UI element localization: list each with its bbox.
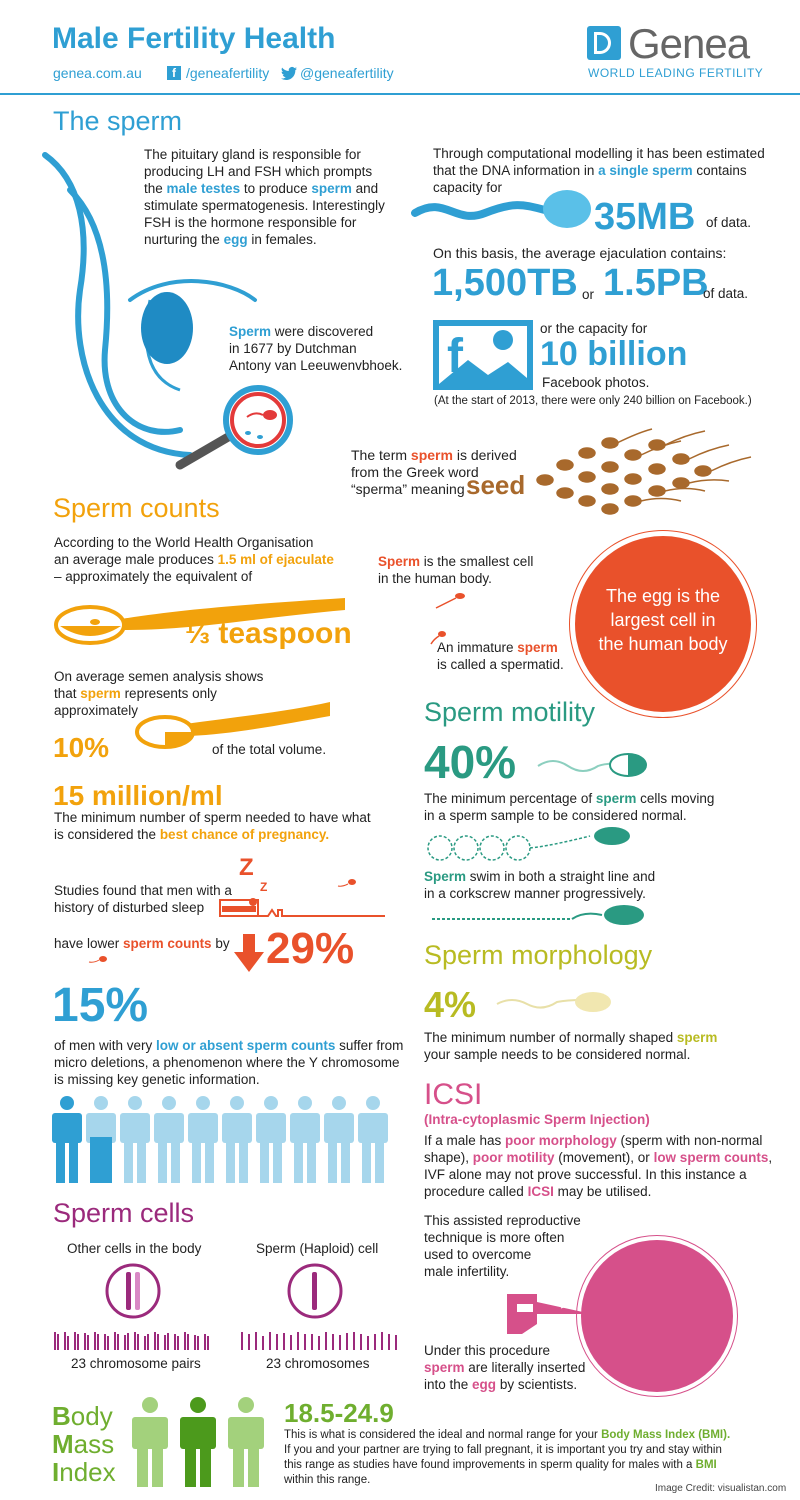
immature-text: An immature sperm is called a spermatid. bbox=[437, 640, 564, 672]
tiny-sperm-sleep-icon bbox=[88, 955, 108, 965]
bmi-range: 18.5-24.9 bbox=[284, 1398, 394, 1428]
haploid-cell-icon bbox=[286, 1262, 344, 1320]
other-cells-label: Other cells in the body bbox=[67, 1241, 202, 1256]
pituitary-text: The pituitary gland is responsible for producing LH and FSH which prompts the male testes to produce sperm and stimulate spermatogenesis. Interestingly FSH is the hormone responsible for nurturing the egg in females. bbox=[144, 147, 385, 247]
bmi-people-icon bbox=[132, 1397, 274, 1487]
sleep-value: 29% bbox=[266, 924, 355, 973]
sleep-z-small: Z bbox=[260, 880, 268, 894]
egg-circle-text: The egg is the largest cell in the human body bbox=[598, 586, 728, 654]
percent-suffix: of the total volume. bbox=[212, 742, 327, 757]
injection-needle-icon bbox=[497, 1284, 607, 1340]
seed-sperm-cluster bbox=[535, 425, 775, 515]
page-title: Male Fertility Health bbox=[52, 22, 336, 55]
million-value: 15 million/ml bbox=[53, 780, 223, 811]
micro-deletion-text: of men with very low or absent sperm counts suffer from micro deletions, a phenomenon where the Y chromosome is missing key genetic information. bbox=[54, 1038, 404, 1087]
image-credit: Image Credit: visualistan.com bbox=[655, 1483, 787, 1494]
morphology-sperm-icon bbox=[497, 990, 612, 1014]
bmi-text: This is what is considered the ideal and normal range for your Body Mass Index (BMI). If you and your partner are trying to fall pregnant, it is important you try and stay within this range as studies have found improvements in sperm quality for males with a BMI within this range. bbox=[284, 1429, 731, 1486]
discovered-text: Sperm were discovered in 1677 by Dutchman Antony van Leeuwenvbhoek. bbox=[229, 324, 403, 373]
ejaculation-pb-value: 1.5PB bbox=[603, 262, 709, 304]
seed-word: seed bbox=[466, 470, 526, 500]
brand-name: Genea bbox=[628, 20, 750, 67]
twitter-icon[interactable] bbox=[281, 67, 297, 80]
brand-tagline: WORLD LEADING FERTILITY bbox=[588, 66, 764, 80]
straight-sperm-icon bbox=[432, 903, 647, 929]
icsi-paragraph: If a male has poor morphology (sperm with non-normal shape), poor motility (movement), or low sperm counts, IVF alone may not prove successful. In this instance a procedure called ICSI may be utilised. bbox=[424, 1133, 773, 1199]
ejaculation-intro: On this basis, the average ejaculation contains: bbox=[433, 245, 727, 261]
sleep-text-1: Studies found that men with a history of disturbed sleep bbox=[54, 883, 232, 915]
sperm-large-icon bbox=[415, 185, 590, 235]
facebook-handle[interactable]: /geneafertility bbox=[186, 65, 270, 81]
motility-value: 40% bbox=[424, 736, 517, 788]
chromosomes-single-icon bbox=[240, 1330, 400, 1352]
ejaculation-tb-value: 1,500TB bbox=[432, 262, 578, 304]
ejaculation-or: or bbox=[582, 287, 595, 302]
facebook-photos-icon bbox=[433, 320, 533, 390]
chromosome-pairs-label: 23 chromosome pairs bbox=[71, 1356, 201, 1371]
who-text: According to the World Health Organisation an average male produces 1.5 ml of ejaculate – approximately the equivalent of bbox=[54, 535, 334, 584]
header bbox=[0, 0, 800, 94]
micro-deletion-value: 15% bbox=[52, 979, 149, 1032]
section-heading-sperm-motility: Sperm motility bbox=[424, 697, 596, 727]
chromosomes-single-label: 23 chromosomes bbox=[266, 1356, 370, 1371]
section-heading-sperm-counts: Sperm counts bbox=[53, 493, 220, 523]
bmi-title: Body Mass Index bbox=[52, 1401, 116, 1487]
chromosome-pairs-icon bbox=[53, 1330, 213, 1352]
percent-value: 10% bbox=[53, 732, 110, 763]
down-arrow-icon bbox=[234, 934, 264, 972]
section-heading-icsi: ICSI bbox=[424, 1078, 483, 1111]
analysis-text: On average semen analysis shows that sperm represents only approximately bbox=[54, 669, 264, 718]
website-link[interactable]: genea.com.au bbox=[53, 65, 142, 81]
icsi-assisted-text: This assisted reproductive technique is more often used to overcome male infertility. bbox=[424, 1213, 581, 1279]
smallest-cell-text: Sperm is the smallest cell in the human body. bbox=[378, 554, 534, 586]
facebook-icon[interactable]: f bbox=[167, 66, 181, 80]
sleep-text-2: have lower sperm counts by bbox=[54, 936, 230, 951]
header-divider bbox=[0, 93, 800, 95]
haploid-cell-label: Sperm (Haploid) cell bbox=[256, 1241, 379, 1256]
dna-suffix: of data. bbox=[706, 215, 752, 230]
dna-value: 35MB bbox=[594, 196, 696, 238]
dna-text: Through computational modelling it has been estimated that the DNA information in a single sperm contains capacity for bbox=[433, 146, 765, 195]
magnifying-glass-icon bbox=[170, 385, 310, 475]
twitter-handle[interactable]: @geneafertility bbox=[300, 65, 394, 81]
genea-logo-icon bbox=[587, 26, 621, 60]
million-text: The minimum number of sperm needed to have what is considered the best chance of pregnancy. bbox=[54, 810, 371, 842]
section-heading-sperm-cells: Sperm cells bbox=[53, 1198, 195, 1228]
teaspoon-value: ⅓ teaspoon bbox=[185, 617, 352, 650]
svg-text:f: f bbox=[447, 330, 463, 383]
facebook-suffix: Facebook photos. bbox=[542, 375, 650, 390]
motility-sperm-icon bbox=[538, 752, 648, 778]
facebook-note: (At the start of 2013, there were only 240 billion on Facebook.) bbox=[434, 395, 752, 407]
icsi-subheading: (Intra-cytoplasmic Sperm Injection) bbox=[424, 1112, 650, 1127]
corkscrew-sperm-icon bbox=[426, 826, 646, 866]
swim-text: Sperm swim in both a straight line and in a corkscrew manner progressively. bbox=[424, 869, 656, 901]
facebook-value: 10 billion bbox=[540, 335, 688, 373]
icsi-under-text: Under this procedure sperm are literally inserted into the egg by scientists. bbox=[424, 1343, 586, 1392]
morphology-value: 4% bbox=[424, 984, 477, 1025]
sleep-z-large: Z bbox=[239, 854, 254, 881]
morphology-text: The minimum number of normally shaped sperm your sample needs to be considered normal. bbox=[424, 1030, 718, 1062]
ejaculation-suffix: of data. bbox=[703, 286, 749, 301]
sleep-line-bed-icon bbox=[220, 880, 390, 925]
people-row-icon bbox=[52, 1096, 402, 1186]
section-heading-the-sperm: The sperm bbox=[53, 106, 183, 136]
facebook-intro: or the capacity for bbox=[540, 321, 648, 336]
diploid-cell-icon bbox=[104, 1262, 162, 1320]
term-text: The term sperm is derived from the Greek word “sperma” meaning bbox=[351, 447, 517, 497]
section-heading-sperm-morphology: Sperm morphology bbox=[424, 940, 653, 970]
motility-text: The minimum percentage of sperm cells moving in a sperm sample to be considered normal. bbox=[424, 791, 715, 823]
